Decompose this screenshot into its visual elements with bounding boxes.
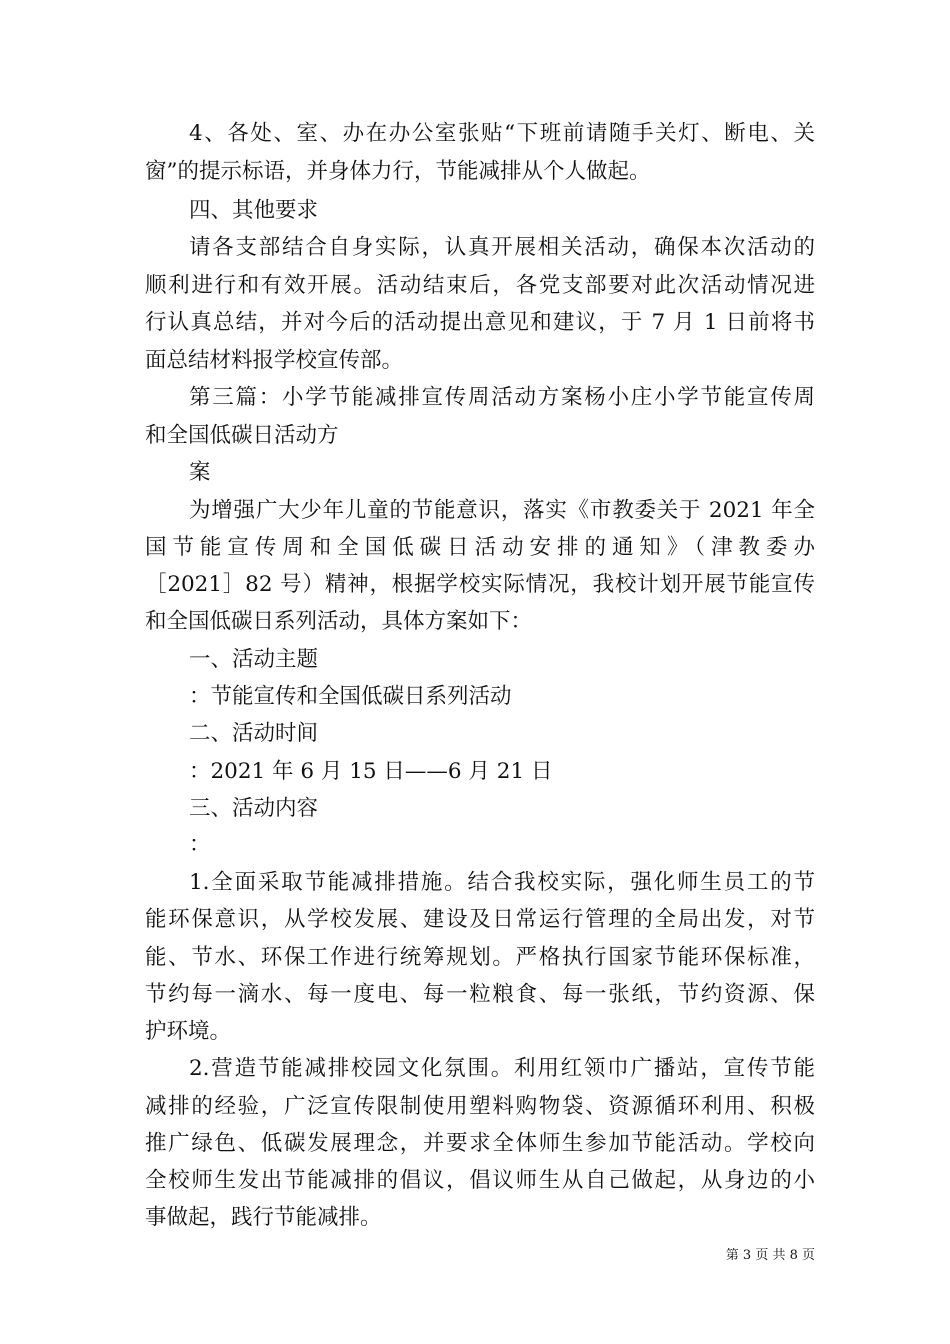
chapter-title: 和全国低碳日活动方 bbox=[145, 423, 339, 448]
section-heading: 四、其他要求 bbox=[189, 198, 319, 223]
paragraph-line: 行认真总结，并对今后的活动提出意见和建议，于 7 月 1 日前将书 bbox=[145, 310, 815, 335]
paragraph-line: 全校师生发出节能减排的倡议，倡议师生从自己做起，从身边的小 bbox=[145, 1168, 815, 1193]
paragraph-line: 4、各处、室、办在办公室张贴“下班前请随手关灯、断电、关 bbox=[189, 121, 815, 146]
paragraph-line: 请各支部结合自身实际，认真开展相关活动，确保本次活动的 bbox=[189, 235, 815, 260]
paragraph-line: 护环境。 bbox=[145, 1019, 232, 1044]
paragraph-line: 推广绿色、低碳发展理念，并要求全体师生参加节能活动。学校向 bbox=[145, 1131, 815, 1156]
page-number: 第 3 页 共 8 页 bbox=[725, 1248, 815, 1263]
paragraph-line: 节约每一滴水、每一度电、每一粒粮食、每一张纸，节约资源、保 bbox=[145, 982, 815, 1007]
paragraph-line: 顺利进行和有效开展。活动结束后，各党支部要对此次活动情况进 bbox=[145, 273, 815, 298]
paragraph-line: 能环保意识，从学校发展、建设及日常运行管理的全局出发，对节 bbox=[145, 907, 815, 932]
chapter-title: 第三篇：小学节能减排宣传周活动方案杨小庄小学节能宣传周 bbox=[189, 385, 815, 410]
section-heading: 一、活动主题 bbox=[189, 647, 319, 672]
section-heading: 二、活动时间 bbox=[189, 721, 319, 746]
paragraph-line: 2.营造节能减排校园文化氛围。利用红领巾广播站，宣传节能 bbox=[189, 1056, 815, 1081]
paragraph-line: 窗”的提示标语，并身体力行，节能减排从个人做起。 bbox=[145, 159, 651, 184]
paragraph-line: 和全国低碳日系列活动，具体方案如下： bbox=[145, 609, 533, 634]
paragraph-line: 为增强广大少年儿童的节能意识，落实《市教委关于 2021 年全 bbox=[189, 498, 815, 523]
paragraph-line: ［2021］82 号）精神，根据学校实际情况，我校计划开展节能宣传 bbox=[145, 572, 815, 597]
chapter-title: 案 bbox=[189, 460, 211, 485]
paragraph-line: 国节能宣传周和全国低碳日活动安排的通知》（津教委办 bbox=[145, 535, 815, 560]
paragraph-line: ：2021 年 6 月 15 日——6 月 21 日 bbox=[189, 759, 553, 784]
paragraph-line: ：节能宣传和全国低碳日系列活动 bbox=[189, 684, 512, 709]
paragraph-line: 事做起，践行节能减排。 bbox=[145, 1205, 382, 1230]
paragraph-line: 面总结材料报学校宣传部。 bbox=[145, 348, 404, 373]
paragraph-line: 1.全面采取节能减排措施。结合我校实际，强化师生员工的节 bbox=[189, 870, 815, 895]
paragraph-line: ： bbox=[189, 832, 211, 857]
paragraph-line: 减排的经验，广泛宣传限制使用塑料购物袋、资源循环利用、积极 bbox=[145, 1094, 815, 1119]
paragraph-line: 能、节水、环保工作进行统筹规划。严格执行国家节能环保标准， bbox=[145, 945, 815, 970]
section-heading: 三、活动内容 bbox=[189, 796, 319, 821]
